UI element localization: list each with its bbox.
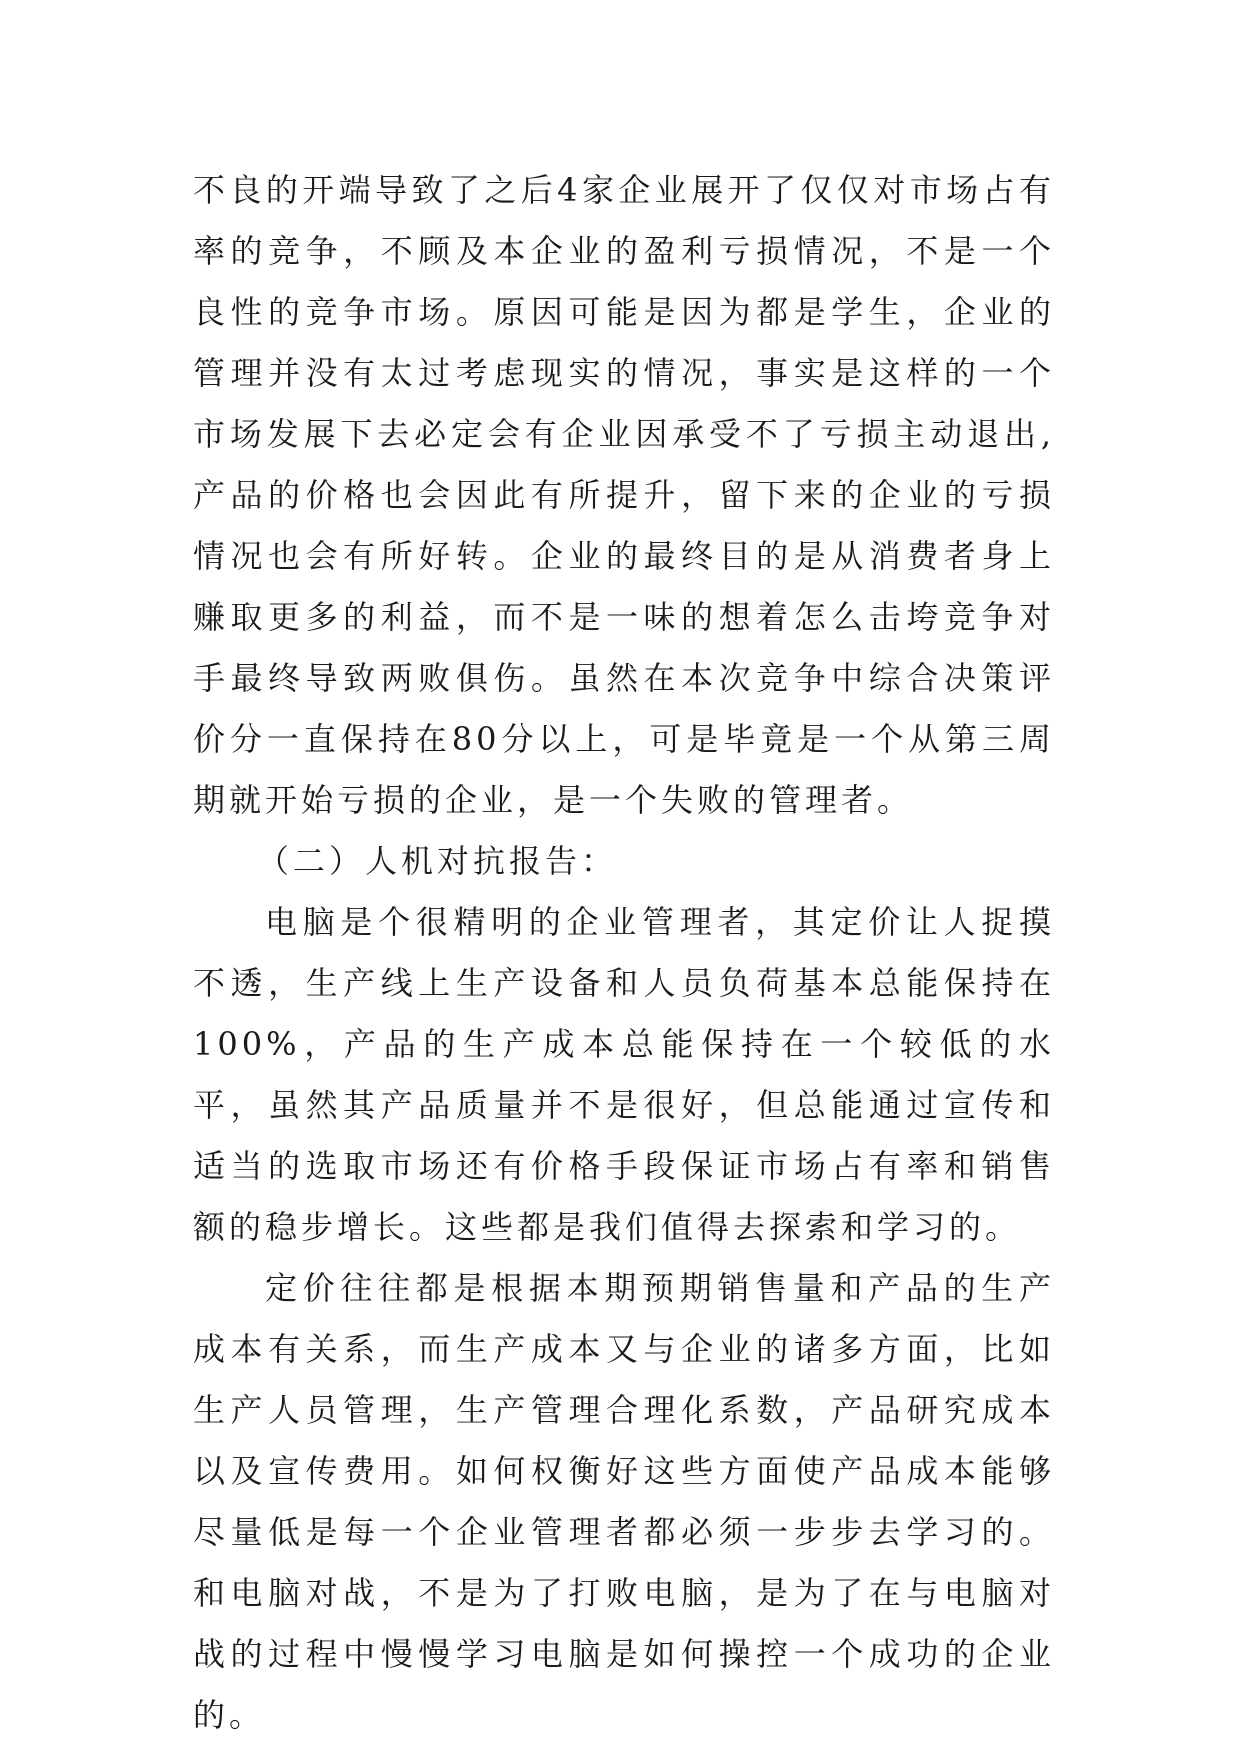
section-heading-human-machine-report: （二）人机对抗报告： — [257, 842, 618, 880]
paragraph-pricing-strategy: 定价往往都是根据本期预期销售量和产品的生产成本有关系，而生产成本又与企业的诸多方面，比如生产人员管理，生产管理合理化系数，产品研究成本以及宣传费用。如何权衡好这些方面使产品成本能够尽量低是每一个企业管理者都必须一步步去学习的。和电脑对战，不是为了打败电脑，是为了在与电脑对战的过程中慢慢学习电脑是如何操控一个成功的企业的。 — [193, 1269, 1055, 1734]
paragraph-market-competition: 不良的开端导致了之后4家企业展开了仅仅对市场占有率的竞争，不顾及本企业的盈利亏损情况，不是一个良性的竞争市场。原因可能是因为都是学生，企业的管理并没有太过考虑现实的情况，事实是这样的一个市场发展下去必定会有企业因承受不了亏损主动退出,产品的价格也会因此有所提升，留下来的企业的亏损情况也会有所好转。企业的最终目的是从消费者身上赚取更多的利益，而不是一味的想着怎么击垮竞争对手最终导致两败俱伤。虽然在本次竞争中综合决策评价分一直保持在80分以上，可是毕竟是一个从第三周期就开始亏损的企业，是一个失败的管理者。 — [193, 171, 1055, 819]
paragraph-computer-manager: 电脑是个很精明的企业管理者，其定价让人捉摸不透，生产线上生产设备和人员负荷基本总能保持在100%，产品的生产成本总能保持在一个较低的水平，虽然其产品质量并不是很好，但总能通过宣传和适当的选取市场还有价格手段保证市场占有率和销售额的稳步增长。这些都是我们值得去探索和学习的。 — [193, 903, 1055, 1246]
document-body — [193, 160, 1055, 1746]
